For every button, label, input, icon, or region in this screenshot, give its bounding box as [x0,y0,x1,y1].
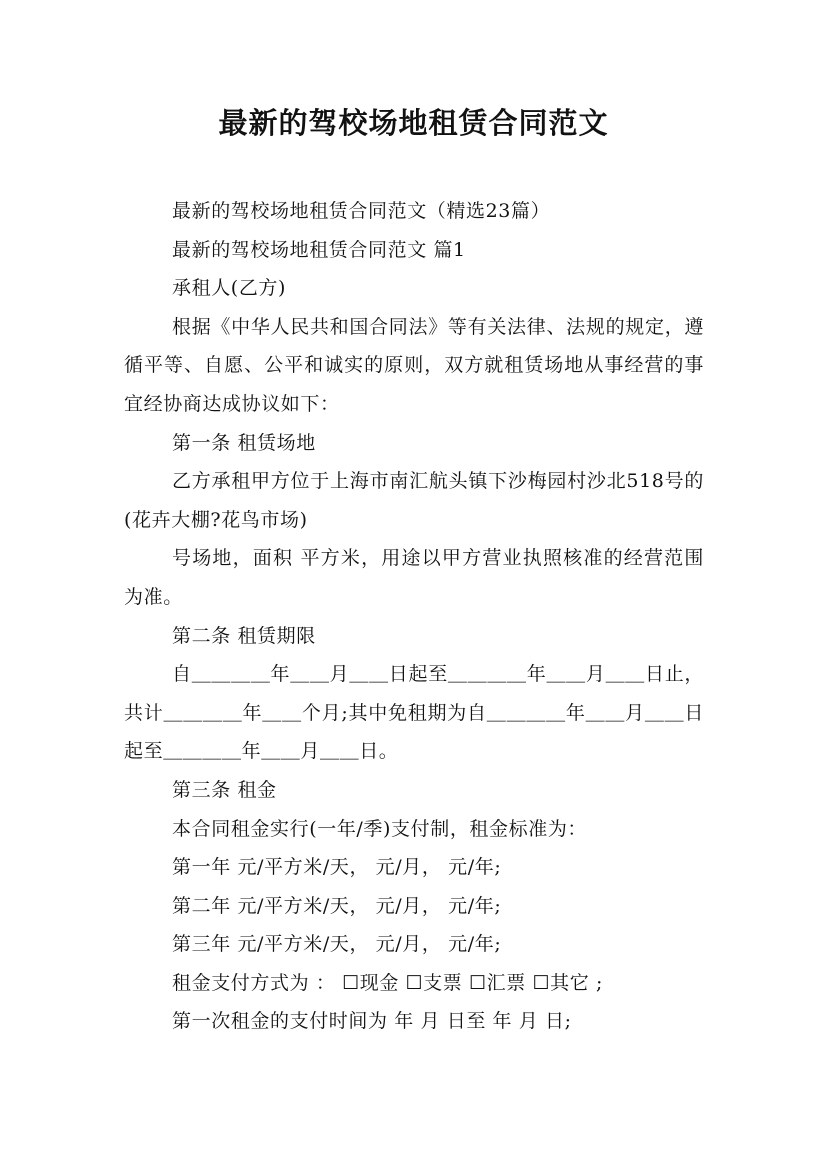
rent-year-1: 第一年 元/平方米/天， 元/月， 元/年; [172,856,502,879]
article-1-area: 号场地，面积 平方米，用途以甲方营业执照核准的经营范围为准。 [124,547,704,608]
article-3-rent-system: 本合同租金实行(一年/季)支付制，租金标准为： [172,817,588,840]
article-1-location: 乙方承租甲方位于上海市南汇航头镇下沙梅园村沙北518号的(花卉大棚?花鸟市场) [124,470,704,531]
article-2-heading: 第二条 租赁期限 [172,624,316,647]
article-3-heading: 第三条 租金 [172,778,277,801]
document-body [124,192,704,1041]
article-2-term: 自＿＿＿＿年＿＿月＿＿日起至＿＿＿＿年＿＿月＿＿日止，共计＿＿＿＿年＿＿个月;其中免租期为自＿＿＿＿年＿＿月＿＿日起至＿＿＿＿年＿＿月＿＿日。 [124,663,704,763]
first-payment-time: 第一次租金的支付时间为 年 月 日至 年 月 日; [172,1010,572,1033]
rent-year-3: 第三年 元/平方米/天， 元/月， 元/年; [172,933,502,956]
document-title: 最新的驾校场地租赁合同范文 [218,106,609,140]
payment-method: 租金支付方式为 ： ☐现金 ☐支票 ☐汇票 ☐其它 ; [172,971,603,994]
paragraph-subtitle: 最新的驾校场地租赁合同范文（精选23篇） [172,200,551,222]
rent-year-2: 第二年 元/平方米/天， 元/月， 元/年; [172,894,502,917]
article-1-heading: 第一条 租赁场地 [172,431,316,454]
paragraph-lessee: 承租人(乙方) [172,277,287,300]
paragraph-section-heading: 最新的驾校场地租赁合同范文 篇1 [172,238,466,261]
paragraph-preamble: 根据《中华人民共和国合同法》等有关法律、法规的规定，遵循平等、自愿、公平和诚实的原则，双方就租赁场地从事经营的事宜经协商达成协议如下： [124,315,704,415]
